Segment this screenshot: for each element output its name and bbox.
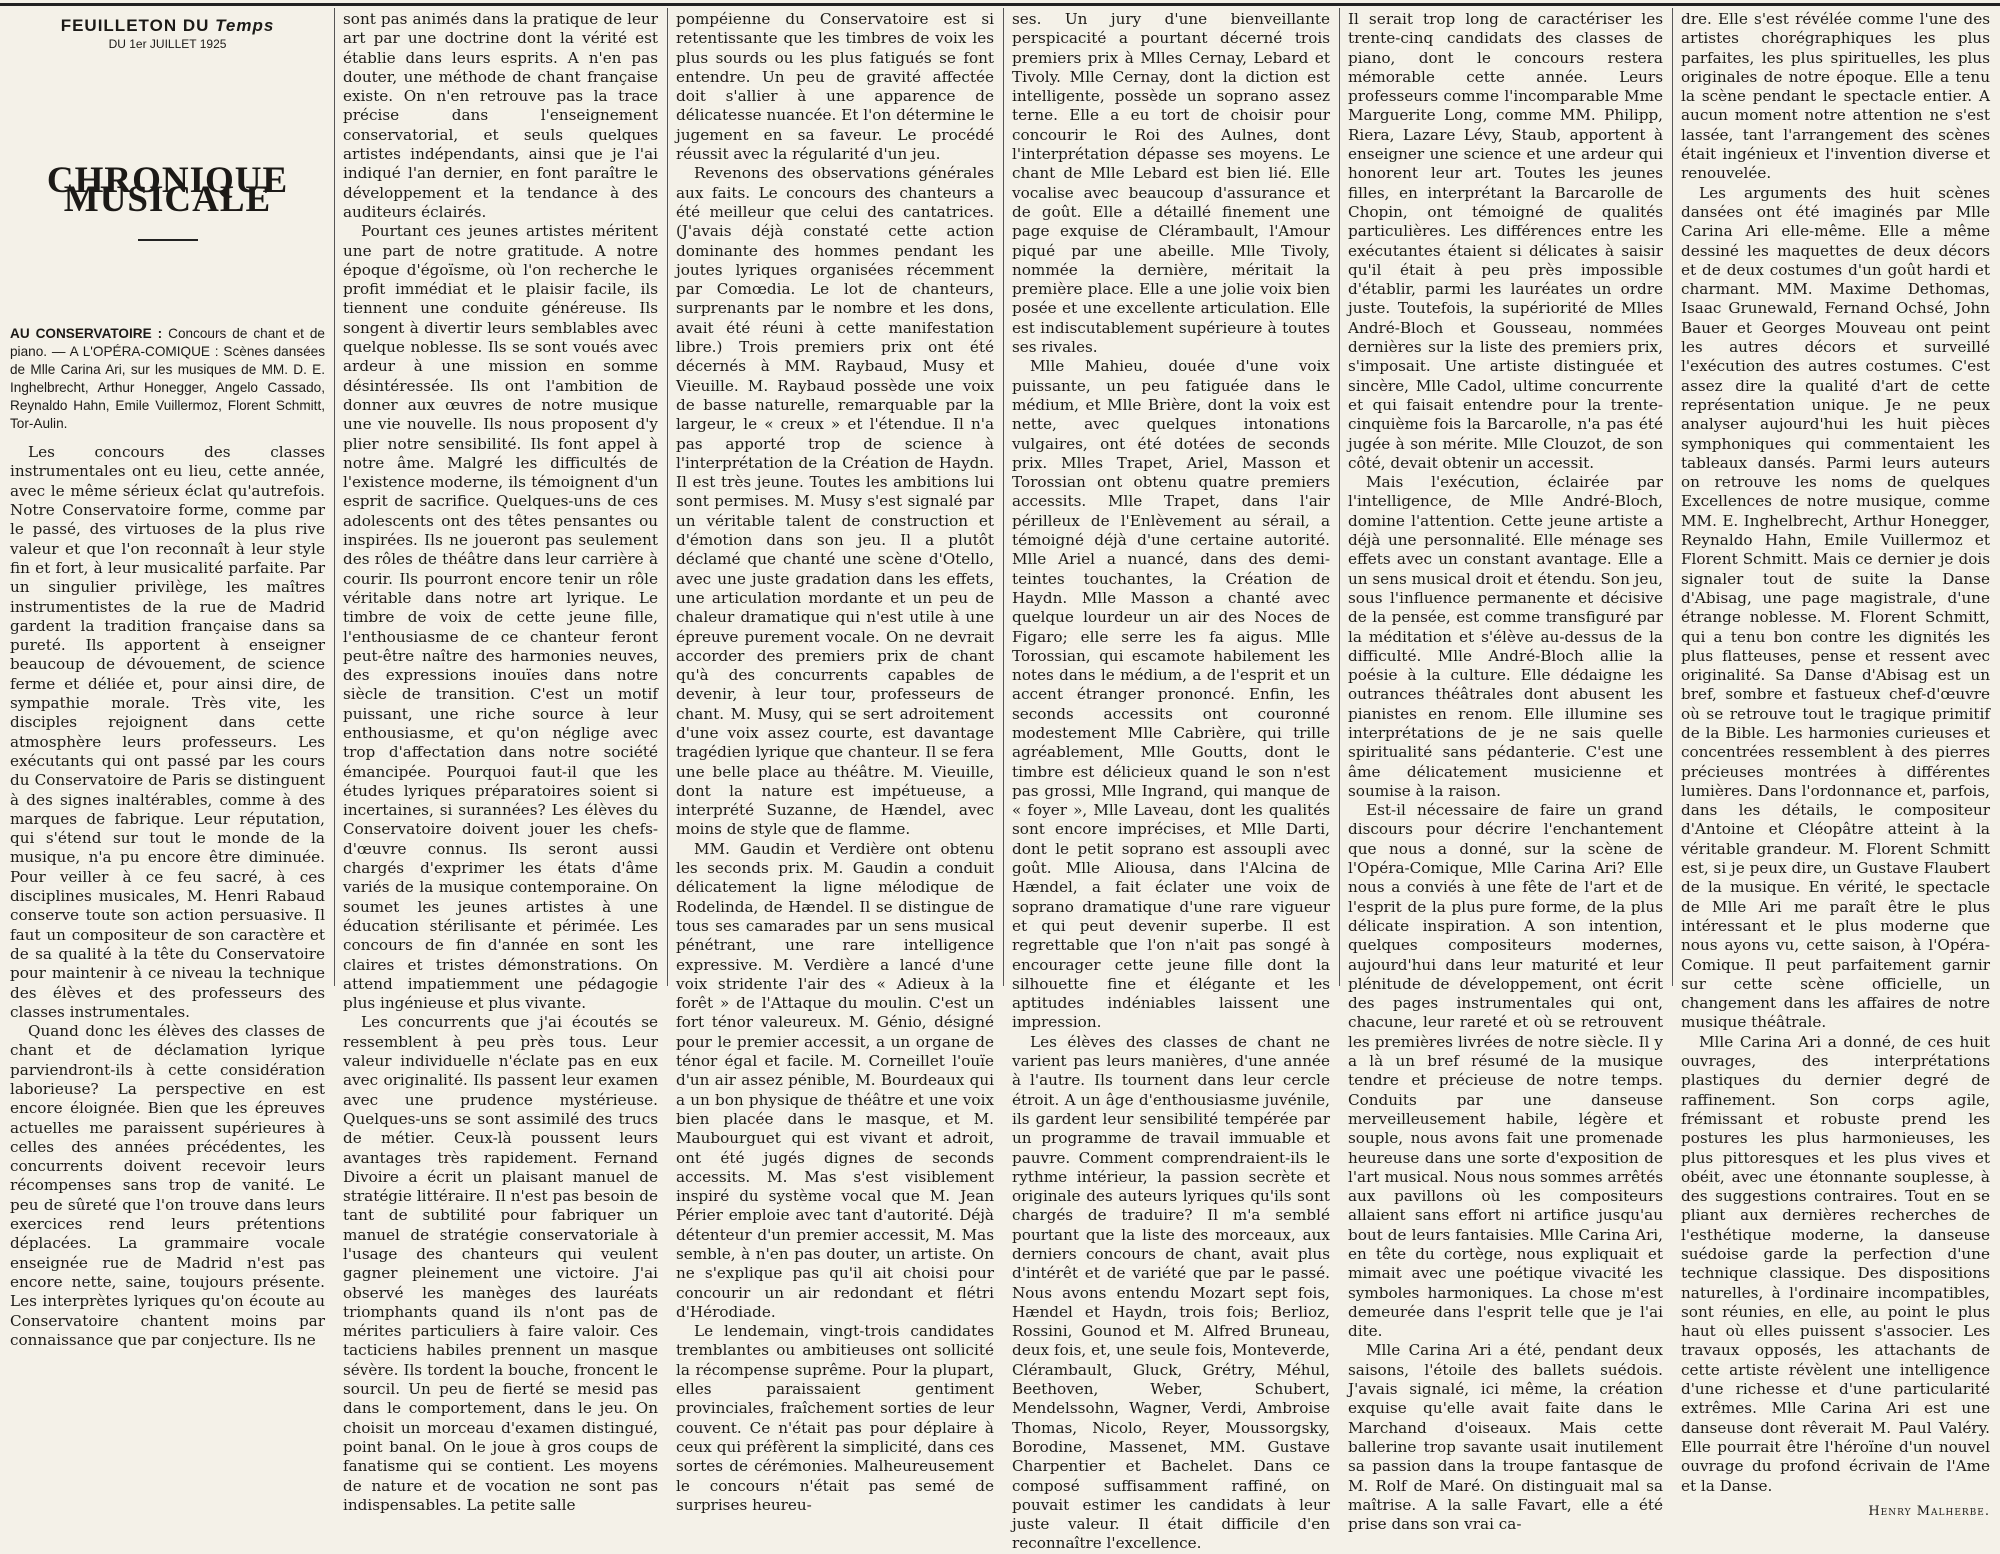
page-title: CHRONIQUE MUSICALE: [46, 159, 289, 220]
title-divider: [138, 239, 198, 241]
paragraph: Quand donc les élèves des classes de chant et de déclamation lyrique parviendront-ils à cette considération laborieuse? La perspective en est encore éloignée. Bien que les épreuves actuelles me paraissent supérieures à celles des années précédentes, les concurrents doivent recevoir leurs récompenses sans trop de vanité. Le peu de sûreté que l'on trouve dans leurs exercices rend leurs prétentions déplacées. La grammaire vocale enseignée rue de Madrid n'est pas encore nette, saine, toujours présente. Les interprètes lyriques qu'on écoute au Conservatoire chantent moins par connaissance que par conjecture. Ils ne: [10, 1022, 325, 1349]
summary-label: AU CONSERVATOIRE :: [10, 326, 163, 342]
paragraph: Les arguments des huit scènes dansées ont été imaginés par Mlle Carina Ari elle-même. Elle a même dessiné les maquettes de deux décors et de deux costumes d'un goût hardi et charmant. MM. Maxime Dethomas, Isaac Grunewald, Fernand Ochsé, John Bauer et Georges Mouveau ont peint les autres décors et surveillé l'exécution des autres costumes. C'est assez dire la qualité d'art de cette représentation unique. Je ne peux analyser aujourd'hui les huit pièces symphoniques qui commentaient les tableaux dansés. Parmi leurs auteurs on retrouve les noms de quelques Excellences de notre musique, comme MM. E. Inghelbrecht, Arthur Honegger, Reynaldo Hahn, Emile Vuillermoz et Florent Schmitt. Mais ce dernier je dois signaler tout de suite la Danse d'Abisag, une page magistrale, d'une étrange noblesse. M. Florent Schmitt, qui a tenu bon contre les dignités les plus flatteuses, pense et ressent avec originalité. Sa Danse d'Abisag est un bref, sombre et fastueux chef-d'œuvre où se retrouve tout le tragique primitif de la Bible. Les harmonies curieuses et concentrées ressemblent à des pierres précieuses montrées à différentes lumières. Dans l'ordonnance et, parfois, dans les détails, le compositeur d'Antoine et Cléopâtre atteint à la véritable grandeur. M. Florent Schmitt est, si je peux dire, un Gustave Flaubert de la musique. En vérité, le spectacle de Mlle Ari me paraît être le plus intéressant et le plus moderne que nous ayons vu, cette saison, à l'Opéra-Comique. Il peut parfaitement garnir sur cette scène officielle, un changement dans les affaires de notre musique théâtrale.: [1681, 183, 1990, 1032]
column-divider: [1339, 8, 1340, 986]
feuilleton-masthead: [10, 16, 325, 55]
paragraph: Mlle Carina Ari a donné, de ces huit ouvrages, des interprétations plastiques du dernier degré de raffinement. Son corps agile, frémissant et robuste prend les postures les plus harmonieuses, les plus pittoresques et les plus vives et obéit, avec une étonnante souplesse, à des suggestions contraires. Tout en se pliant aux dernières recherches de l'esthétique moderne, la danseuse suédoise garde la perfection d'une technique classique. Des dispositions naturelles, à l'ordinaire incompatibles, sont réunies, en elle, au point le plus haut où elles puissent s'associer. Les travaux opposés, les attachants de cette artiste révèlent une intelligence d'une richesse et d'une particularité extrêmes. Mlle Carina Ari est une danseuse dont rêverait M. Paul Valéry. Elle pourrait être l'héroïne d'un nouvel ouvrage du profond écrivain de l'Ame et la Danse.: [1681, 1032, 1990, 1495]
article-summary: [10, 325, 325, 433]
column-3: [676, 10, 994, 1514]
paragraph: sont pas animés dans la pratique de leur art par une doctrine dont la vérité est établie dans leurs esprits. A n'en pas douter, une méthode de chant française existe. On n'en retrouve pas la trace précise dans l'enseignement conservatorial, et seuls quelques artistes indépendants, ainsi que je l'ai indiqué l'an dernier, en font paraître le développement et la tendance à des auditeurs éclairés.: [343, 10, 658, 221]
newspaper-name: Temps: [215, 16, 275, 35]
masthead-date: DU 1er JUILLET 1925: [108, 37, 227, 52]
paragraph: Les concours des classes instrumentales ont eu lieu, cette année, avec le même sérieux éclat qu'autrefois. Notre Conservatoire forme, comme par le passé, des virtuoses de la plus rive valeur et que l'on reconnaît à leur style fin et fort, à leur musicalité parfaite. Par un singulier privilège, les maîtres instrumentistes de la rue de Madrid gardent la tradition française dans sa pureté. Ils apportent à enseigner beaucoup de dévouement, de science ferme et déliée et, pour ainsi dire, de sympathie morale. Très vite, les disciples rejoignent dans cette atmosphère leurs professeurs. Les exécutants qui ont passé par les cours du Conservatoire de Paris se distinguent à des signes inaltérables, comme à des marques de fabrique. Leur réputation, qui s'étend sur tout le monde de la musique, n'a pu encore être diminuée. Pour veiller à ce feu sacré, à ces disciplines musicales, M. Henri Rabaud conserve toute son action persuasive. Il faut un compositeur de son caractère et de sa qualité à la tête du Conservatoire pour maintenir à ce niveau la technique des élèves et des professeurs des classes instrumentales.: [10, 443, 325, 1021]
paragraph: Les concurrents que j'ai écoutés se ressemblent à peu près tous. Leur valeur individuelle n'éclate pas en eux avec originalité. Ils passent leur examen avec une prudence mystérieuse. Quelques-uns se sont assimilé des trucs de métier. Ceux-là poussent leurs avantages très rapidement. Fernand Divoire a écrit un plaisant manuel de stratégie littéraire. Il n'est pas besoin de tant de subtilité pour fabriquer un manuel de stratégie conservatoriale à l'usage des chanteurs qui veulent gagner pleinement une victoire. J'ai observé les manèges des lauréats triomphants quand ils n'ont pas de mérites particuliers à faire valoir. Ces tacticiens habiles prennent un masque sévère. Ils tordent la bouche, froncent le sourcil. Un peu de fierté se mesid pas dans le comportement, dans le jeu. On choisit un morceau d'examen distingué, point banal. On le joue à gros coups de fanatisme qui se contient. Les moyens de nature et de vocation ne sont pas indispensables. La petite salle: [343, 1013, 658, 1514]
column-6: [1681, 10, 1990, 1519]
paragraph: Mlle Carina Ari a été, pendant deux saisons, l'étoile des ballets suédois. J'avais signalé, ici même, la création exquise qu'elle avait faite dans le Marchand d'oiseaux. Mais cette ballerine trop savante usait inutilement sa passion dans la troupe fantasque de M. Rolf de Maré. On distinguait mal sa maîtrise. A la salle Favart, elle a été prise dans son vrai ca-: [1348, 1341, 1663, 1534]
top-rule: [0, 3, 2000, 6]
column-divider: [667, 8, 668, 986]
column-2: [343, 10, 658, 1514]
paragraph: ses. Un jury d'une bienveillante perspicacité a pourtant décerné trois premiers prix à Mlles Cernay, Lebard et Tivoly. Mlle Cernay, dont la diction est intelligente, possède un soprano assez terne. Elle a eu tort de choisir pour concourir le Roi des Aulnes, dont l'interprétation dépasse ses moyens. Le chant de Mlle Lebard est bien lié. Elle vocalise avec beaucoup d'assurance et de goût. Elle a détaillé finement une page exquise de Clérambault, l'Amour piqué par une abeille. Mlle Tivoly, nommée la dernière, méritait la première place. Elle a une jolie voix bien posée et une excellente articulation. Elle est indiscutablement supérieure à toutes ses rivales.: [1012, 10, 1330, 357]
paragraph: Pourtant ces jeunes artistes méritent une part de notre gratitude. A notre époque d'égoïsme, où l'on recherche le profit immédiat et le plaisir facile, ils tiennent une conduite généreuse. Ils songent à divertir leurs semblables avec quelque noblesse. Ils se sont voués avec ardeur à une mission en somme désintéressée. Ils ont l'ambition de donner aux œuvres de notre musique une vie nouvelle. Ils nous proposent d'y plier notre sensibilité. Ils font appel à notre âme. Malgré les difficultés de l'existence moderne, ils témoignent d'un esprit de sacrifice. Quelques-uns de ces adolescents ont des têtes pensantes ou inspirées. Ils ne joueront pas seulement des rôles de théâtre dans leur carrière à courir. Ils pourront encore tenir un rôle véritable dans notre art lyrique. Le timbre de voix de cette jeune fille, l'enthousiasme de ce chanteur feront peut-être naître des harmonies neuves, des expressions inouïes dans notre siècle de transition. C'est un motif puissant, une riche source à leur enthousiasme, et qu'on néglige avec trop d'affectation dans notre société émancipée. Pourquoi faut-il que les études lyriques préparatoires soient si incertaines, si surannées? Les élèves du Conservatoire doivent jouer les chefs-d'œuvre connus. Ils seront aussi chargés d'exprimer les états d'âme variés de la musique contemporaine. On soumet les jeunes artistes à une éducation stérilisante et périmée. Les concours de fin d'année en sont les claires et tristes démonstrations. On attend impatiemment une pédagogie plus ingénieuse et plus vivante.: [343, 222, 658, 1013]
paragraph: Il serait trop long de caractériser les trente-cinq candidats des classes de piano, dont le concours restera mémorable cette année. Leurs professeurs comme l'incomparable Mme Marguerite Long, comme MM. Philipp, Riera, Lazare Lévy, Staub, apportent à enseigner une science et une ardeur qui honorent leur art. Toutes les jeunes filles, en interprétant la Barcarolle de Chopin, ont témoigné de qualités particulières. Les différences entre les exécutantes étaient si délicates à saisir qu'il était à peu près impossible d'établir, parmi les lauréates un ordre juste. Toutefois, la supériorité de Mlles André-Bloch et Gousseau, nommées dernières sur la liste des premiers prix, s'imposait. Une artiste distinguée et sincère, Mlle Cadol, ultime concurrente et qui faisait entendre pour la trente-cinquième fois la Barcarolle, n'a pas été jugée à son mérite. Mlle Clouzot, de son côté, devait obtenir un accessit.: [1348, 10, 1663, 472]
paragraph: Est-il nécessaire de faire un grand discours pour décrire l'enchantement que nous a donné, sur la scène de l'Opéra-Comique, Mlle Carina Ari? Elle nous a conviés à une fête de l'art et de l'esprit de la plus pure forme, de la plus délicate inspiration. A son intention, quelques compositeurs modernes, aujourd'hui dans leur maturité et leur plénitude de développement, ont écrit des pages instrumentales qui ont, chacune, leur rareté et où se retrouvent les premières livrées de notre siècle. Il y a là un bref résumé de la musique tendre et précieuse de notre temps. Conduits par une danseuse merveilleusement habile, légère et souple, nous avons fait une promenade heureuse dans une sorte d'exposition de l'art musical. Nous nous sommes arrêtés aux pavillons où les compositeurs allaient sans effort ni artifice jusqu'au bout de leurs fantaisies. Mlle Carina Ari, en tête du cortège, nous expliquait et mimait avec une poétique vivacité les symboles harmoniques. La chose m'est demeurée dans l'esprit telle que je l'ai dite.: [1348, 801, 1663, 1341]
feuilleton-label: FEUILLETON DU: [60, 16, 210, 35]
column-1: [10, 10, 325, 1349]
paragraph: Mlle Mahieu, douée d'une voix puissante, un peu fatiguée dans le médium, et Mlle Brière, dont la voix est nette, avec quelques intonations vulgaires, ont été dotées de seconds prix. Mlles Trapet, Ariel, Masson et Torossian ont obtenu quatre premiers accessits. Mlle Trapet, dans l'air périlleux de l'Enlèvement au sérail, a témoigné déjà d'une certaine autorité. Mlle Ariel a nuancé, dans des demi-teintes touchantes, la Création de Haydn. Mlle Masson a chanté avec quelque lourdeur un air des Noces de Figaro; elle serre les fa aigus. Mlle Torossian, qui escamote habilement les notes dans le médium, a de l'esprit et un accent étranger prononcé. Enfin, les seconds accessits ont couronné modestement Mlle Cabrière, qui trille agréablement, Mlle Goutts, dont le timbre est délicieux quand le son n'est pas grossi, Mlle Ingrand, qui manque de « foyer », Mlle Laveau, dont les qualités sont encore imprécises, et Mlle Darti, dont le petit soprano est assoupli avec goût. Mlle Aliousa, dans l'Alcina de Hændel, a fait éclater une voix de soprano dramatique d'une rare vigueur et qui peut devenir superbe. Il est regrettable que l'on n'ait pas songé à encourager cette jeune fille dont la silhouette fine et élégante et les aptitudes indéniables laissent une impression.: [1012, 357, 1330, 1032]
paragraph: Mais l'exécution, éclairée par l'intelligence, de Mlle André-Bloch, domine l'attention. Cette jeune artiste a déjà une personnalité. Elle ménage ses effets avec un constant avantage. Elle a un sens musical droit et étendu. Son jeu, sous l'influence permanente et décisive de la pensée, est comme transfiguré par la méditation et s'élève au-dessus de la difficulté. Mlle André-Bloch allie la poésie à la culture. Elle dédaigne les outrances théâtrales dont abusent les pianistes en renom. Elle illumine ses interprétations de je ne sais quelle spiritualité sans pédanterie. C'est une âme délicatement musicienne et soumise à la raison.: [1348, 473, 1663, 800]
paragraph: Le lendemain, vingt-trois candidates tremblantes ou ambitieuses ont sollicité la récompense suprême. Pour la plupart, elles paraissaient gentiment provinciales, fraîchement sorties de leur couvent. Ce n'était pas pour déplaire à ceux qui préfèrent la simplicité, dans ces sortes de cérémonies. Malheureusement le concours n'était pas semé de surprises heureu-: [676, 1322, 994, 1514]
column-divider: [1003, 8, 1004, 986]
paragraph: MM. Gaudin et Verdière ont obtenu les seconds prix. M. Gaudin a conduit délicatement la ligne mélodique de Rodelinda, de Hændel. Il se distingue de tous ses camarades par un sens musical pénétrant, une rare intelligence expressive. M. Verdière a lancé d'une voix stridente l'air des « Adieux à la forêt » de l'Attaque du moulin. C'est un fort ténor valeureux. M. Génio, désigné pour le premier accessit, a un organe de ténor égal et facile. M. Corneillet l'ouïe d'un air assez pénible, M. Bourdeaux qui a un bon physique de théâtre et une voix bien placée dans le masque, et M. Maubourguet qui est vivant et adroit, ont été jugés dignes de seconds accessits. M. Mas s'est visiblement inspiré du système vocal que M. Jean Périer emploie avec tant d'autorité. Déjà détenteur d'un premier accessit, M. Mas semble, à n'en pas douter, un artiste. On ne s'explique pas qu'il ait choisi pour concourir un air redondant et flétri d'Hérodiade.: [676, 839, 994, 1321]
paragraph: pompéienne du Conservatoire est si retentissante que les timbres de voix les plus sourds ou les plus fatigués se font entendre. Un peu de gravité affectée doit s'allier à une apparence de délicatesse nuancée. Et l'on détermine le jugement en sa faveur. Le procédé réussit avec la régularité d'un jeu.: [676, 10, 994, 164]
column-4: [1012, 10, 1330, 1553]
column-divider: [1672, 8, 1673, 986]
author-signature: Henry Malherbe.: [1868, 1503, 1990, 1519]
paragraph: dre. Elle s'est révélée comme l'une des artistes chorégraphiques les plus parfaites, les plus spirituelles, les plus originales de notre époque. Elle a tenu la scène pendant le spectacle entier. A aucun moment notre attention ne s'est lassée, tant l'arrangement des scènes était ingénieux et l'invention diverse et renouvelée.: [1681, 10, 1990, 183]
paragraph: Revenons des observations générales aux faits. Le concours des chanteurs a été meilleur que celui des cantatrices. (J'avais déjà constaté cette action dominante des hommes pendant les joutes lyriques organisées récemment par Comœdia. Le lot de chanteurs, surprenants par le nombre et les dons, avait été réuni à cette manifestation libre.) Trois premiers prix ont été décernés à MM. Raybaud, Musy et Vieuille. M. Raybaud possède une voix de basse naturelle, remarquable par la largeur, le « creux » et l'étendue. Il n'a pas apporté trop de science à l'interprétation de la Création de Haydn. Il est très jeune. Toutes les ambitions lui sont permises. M. Musy s'est signalé par un véritable talent de construction et d'émotion dans son jeu. Il a plutôt déclamé que chanté une scène d'Otello, avec une juste gradation dans les effets, une articulation mordante et un peu de chaleur dramatique qui n'est utile à une épreuve purement vocale. On ne devrait accorder des premiers prix de chant qu'à des concurrents capables de devenir, à leur tour, professeurs de chant. M. Musy, qui se sert adroitement d'une voix assez courte, est davantage tragédien lyrique que chanteur. Il se fera une belle place au théâtre. M. Vieuille, dont la nature est impétueuse, a interprété Suzanne, de Hændel, avec moins de style que de flamme.: [676, 164, 994, 839]
column-5: [1348, 10, 1663, 1534]
paragraph: Les élèves des classes de chant ne varient pas leurs manières, d'une année à l'autre. Ils tournent dans leur cercle étroit. A un âge d'enthousiasme juvénile, ils gardent leur sensibilité tempérée par un programme de travail immuable et pauvre. Comment comprendraient-ils le rythme intérieur, la passion secrète et originale des auteurs lyriques qu'ils sont chargés de traduire? Il m'a semblé pourtant que la liste des morceaux, aux derniers concours de chant, avait plus d'intérêt et de variété que par le passé. Nous avons entendu Mozart sept fois, Hændel et Haydn, trois fois; Berlioz, Rossini, Gounod et M. Alfred Bruneau, deux fois, et, une seule fois, Monteverde, Clérambault, Gluck, Grétry, Méhul, Beethoven, Weber, Schubert, Mendelssohn, Wagner, Verdi, Ambroise Thomas, Nicolo, Reyer, Moussorgsky, Borodine, Massenet, MM. Gustave Charpentier et Bachelet. Dans ce composé suffisamment raffiné, on pouvait estimer les candidats à leur juste valeur. Il était difficile d'en reconnaître l'excellence.: [1012, 1032, 1330, 1553]
column-divider: [334, 8, 335, 986]
summary-text: Concours de chant et de piano. — A L'OPÉRA-COMIQUE : Scènes dansées de Mlle Carina Ari, sur les musiques de MM. D. E. Inghelbrecht, Arthur Honegger, Angelo Cassado, Reynaldo Hahn, Emile Vuillermoz, Florent Schmitt, Tor-Aulin.: [10, 326, 325, 432]
